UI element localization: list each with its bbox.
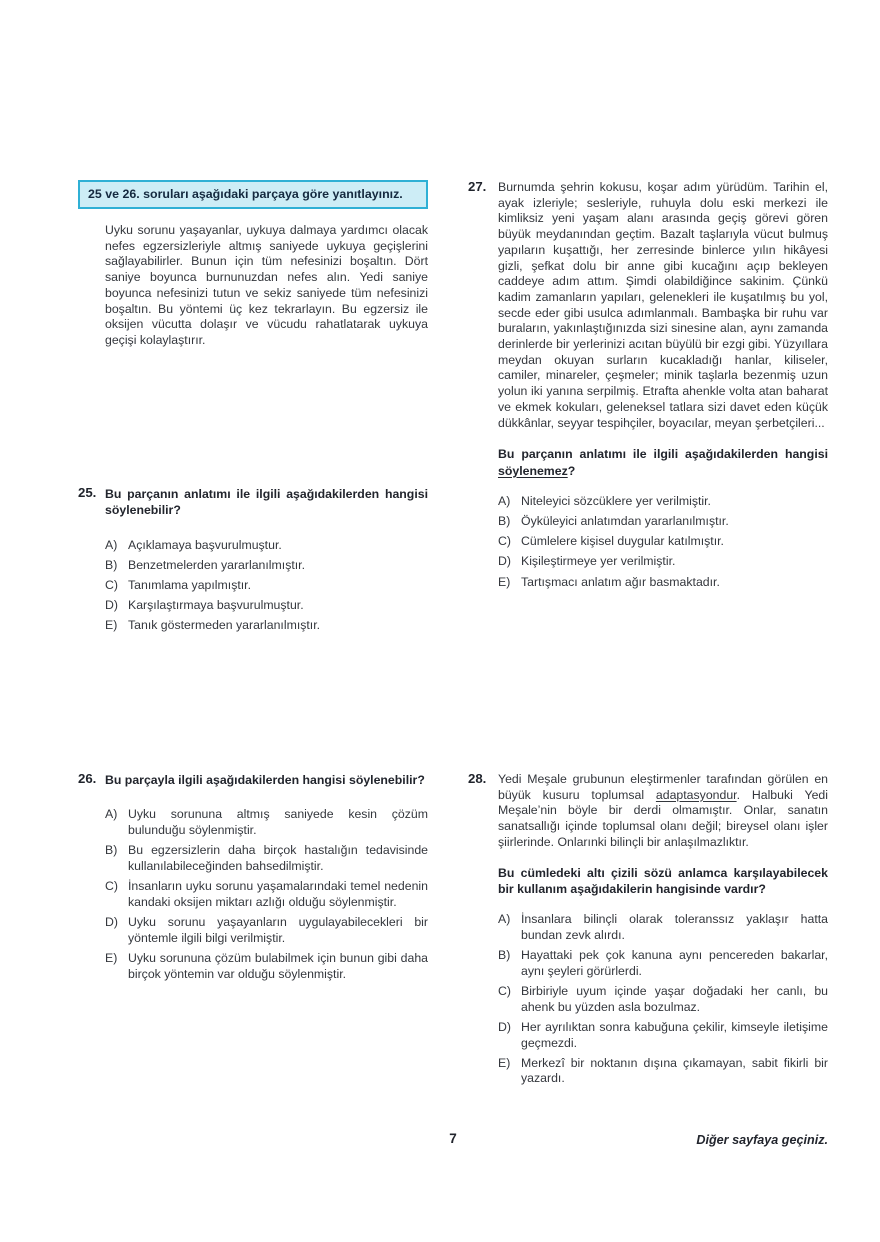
question-number: 26.: [78, 771, 97, 786]
option-text: İnsanlara bilinçli olarak toleranssız yaklaşır hatta bundan zevk alırdı.: [521, 912, 828, 942]
option-text: Her ayrılıktan sonra kabuğuna çekilir, kimseyle iletişime geçmezdi.: [521, 1019, 828, 1050]
option-text: Uyku sorunu yaşayanların uygulayabilecekleri bir yöntemle ilgili bilgi verilmiştir.: [128, 915, 428, 945]
option-row: [105, 618, 428, 634]
option-letter: A): [498, 912, 511, 927]
option-row: [105, 879, 428, 910]
option-text: Birbiriyle uyum içinde yaşar doğadaki her canlı, bu ahenk bu yüzden asla bozulmaz.: [521, 983, 828, 1014]
options-list: [498, 494, 828, 591]
question-number: 25.: [78, 485, 97, 500]
option-text: Niteleyici sözcüklere yer verilmiştir.: [521, 493, 711, 508]
option-text: Merkezî bir noktanın dışına çıkamayan, sabit fikirli bir yazardı.: [521, 1055, 828, 1086]
option-letter: E): [105, 950, 118, 965]
instruction-box: [78, 180, 428, 209]
option-letter: A): [105, 537, 118, 552]
option-row: [105, 538, 428, 554]
option-text: İnsanların uyku sorunu yaşamalarındaki temel nedenin kandaki oksijen miktarı azlığı olduğu söylenmiştir.: [128, 879, 428, 909]
question-25: [78, 486, 428, 639]
option-letter: A): [498, 493, 511, 508]
option-letter: D): [105, 598, 118, 613]
option-row: [105, 558, 428, 574]
stem-suffix: ?: [567, 463, 576, 478]
option-text: Kişileştirmeye yer verilmiştir.: [521, 554, 676, 569]
footer-next-page-note: Diğer sayfaya geçiniz.: [696, 1133, 828, 1147]
option-text: Tartışmacı anlatım ağır basmaktadır.: [521, 574, 720, 589]
passage-suffix: . Halbuki Yedi Meşale’nin böyle bir derdi olmamıştır. Onlar, sanatın sanatsallığı içinde toplumsal olanı değil; bireysel olanı işler şiirlerinde. Onlarınki bilinçli bir anlaşılmazlıktır.: [498, 787, 828, 849]
option-row: [498, 554, 828, 570]
question-passage: [498, 772, 828, 851]
option-row: [498, 1056, 828, 1087]
option-letter: B): [498, 514, 511, 529]
question-stem: Bu cümledeki altı çizili sözü anlamca karşılayabilecek bir kullanım aşağıdakilerin hangisinde vardır?: [498, 865, 828, 896]
option-letter: C): [105, 879, 118, 894]
option-text: Karşılaştırmaya başvurulmuştur.: [128, 598, 304, 613]
underlined-word: söylenemez: [498, 463, 568, 478]
option-row: [105, 578, 428, 594]
option-letter: B): [498, 948, 511, 963]
question-stem: [498, 446, 828, 479]
option-row: [498, 494, 828, 510]
option-row: [498, 1020, 828, 1051]
option-text: Uyku sorununa altmış saniyede kesin çözüm bulunduğu söylenmiştir.: [128, 807, 428, 837]
option-letter: D): [498, 1019, 511, 1034]
stem-prefix: Bu parçanın anlatımı ile ilgili aşağıdakilerden hangisi: [498, 447, 828, 462]
option-text: Açıklamaya başvurulmuştur.: [128, 537, 282, 552]
question-number: 28.: [468, 771, 487, 786]
option-letter: D): [105, 915, 118, 930]
footer-page-number: 7: [449, 1131, 457, 1146]
option-letter: D): [498, 554, 511, 569]
option-row: [498, 514, 828, 530]
option-letter: C): [498, 983, 511, 998]
intro-passage: Uyku sorunu yaşayanlar, uykuya dalmaya yardımcı olacak nefes egzersizleriyle altmış saniyede uykuya geçişlerini sağlayabilirler. Bunun için tüm nefesinizi boşaltın. Dört saniye boyunca burnunuzdan nefes alın. Yedi saniye boyunca nefesinizi tutun ve sekiz saniyede tüm nefesinizi boşaltın. Bu yöntemi üç kez tekrarlayın. Bu egzersiz ile oksijen vücutta dolaşır ve vücudu rahatlatarak uykuya geçişi kolaylaştırır.: [105, 223, 428, 347]
option-row: [105, 598, 428, 614]
question-passage: Burnumda şehrin kokusu, koşar adım yürüdüm. Tarihin el, ayak izleriyle; sesleriyle, ruhuyla dolu eski merkezi ile kimliksiz yeni yaşam alanı arasında geçiş görevi gören büyük meydanından geçtim. Bazalt taşlarıyla vücut bulmuş yapıların kuşattığı, her zerresinde binlerce yılın hikâyesi gizli, şefkat dolu bir anne gibi kucağını açıp bekleyen caddeye adım attım. Şimdi olabildiğince sakinim. Çünkü kadim zamanların yapıları, gelenekleri ile kuşatılmış bu yol, secde eder gibi usulca adımlanmalı. Bambaşka bir ruhu var buraların, yakınlaştığınızda sizi sinesine alan, aynı zamanda derinlerde bir yerlerinizi acıtan büyülü bir ezgi gibi. Yüzyıllara meydan okuyan surların kucakladığı hanlar, kiliseler, camiler, minareler, çeşmeler; minik taşlarla bezenmiş uzun yolun iki yanına serpilmiş. Etrafta ahenkle volta atan baharat ve ekmek kokuları, geleneksel tatlara sizi davet eden küçük dükkânlar, seyyar tespihçiler, boyacılar, meyan şerbetçileri...: [498, 180, 828, 430]
option-text: Benzetmelerden yararlanılmıştır.: [128, 557, 306, 572]
option-letter: C): [105, 578, 118, 592]
option-row: [498, 575, 828, 591]
question-stem: Bu parçanın anlatımı ile ilgili aşağıdakilerden hangisi söylenebilir?: [105, 487, 428, 518]
passage-prefix: Yedi Meşale grubunun eleştirmenler tarafından görülen en büyük kusuru toplumsal: [498, 772, 828, 802]
option-text: Öyküleyici anlatımdan yararlanılmıştır.: [521, 514, 729, 529]
question-stem: Bu parçayla ilgili aşağıdakilerden hangisi söylenebilir?: [105, 773, 425, 787]
option-text: Tanımlama yapılmıştır.: [128, 578, 252, 592]
option-row: [498, 948, 828, 979]
option-letter: C): [498, 534, 511, 549]
option-row: [105, 843, 428, 874]
option-row: [105, 915, 428, 946]
options-list: [105, 538, 428, 635]
option-row: [105, 807, 428, 838]
option-row: [498, 984, 828, 1015]
intro-block: [78, 180, 428, 349]
option-letter: E): [498, 1055, 511, 1070]
instruction-box-text: 25 ve 26. soruları aşağıdaki parçaya göre yanıtlayınız.: [88, 187, 403, 201]
option-text: Cümlelere kişisel duygular katılmıştır.: [521, 534, 724, 549]
question-26: [78, 772, 428, 987]
option-text: Hayattaki pek çok kanuna aynı pencereden bakarlar, aynı şeyleri görürlerdi.: [521, 948, 828, 978]
option-text: Tanık göstermeden yararlanılmıştır.: [128, 618, 321, 633]
option-text: Bu egzersizlerin daha birçok hastalığın tedavisinde kullanılabileceğinden bahsedilmiştir.: [128, 843, 428, 873]
question-27: [468, 180, 828, 595]
option-letter: B): [105, 557, 118, 572]
options-list: [498, 912, 828, 1087]
option-text: Uyku sorununa çözüm bulabilmek için bunun gibi daha birçok yöntemin var olduğu söylenmiştir.: [128, 950, 428, 981]
option-row: [498, 534, 828, 550]
options-list: [105, 807, 428, 982]
option-letter: B): [105, 843, 118, 858]
option-letter: E): [498, 574, 511, 589]
question-number: 27.: [468, 179, 487, 194]
option-row: [105, 951, 428, 982]
option-letter: A): [105, 807, 118, 822]
option-letter: E): [105, 618, 118, 633]
underlined-word: adaptasyondur: [655, 787, 737, 802]
option-row: [498, 912, 828, 943]
question-28: [468, 772, 828, 1092]
